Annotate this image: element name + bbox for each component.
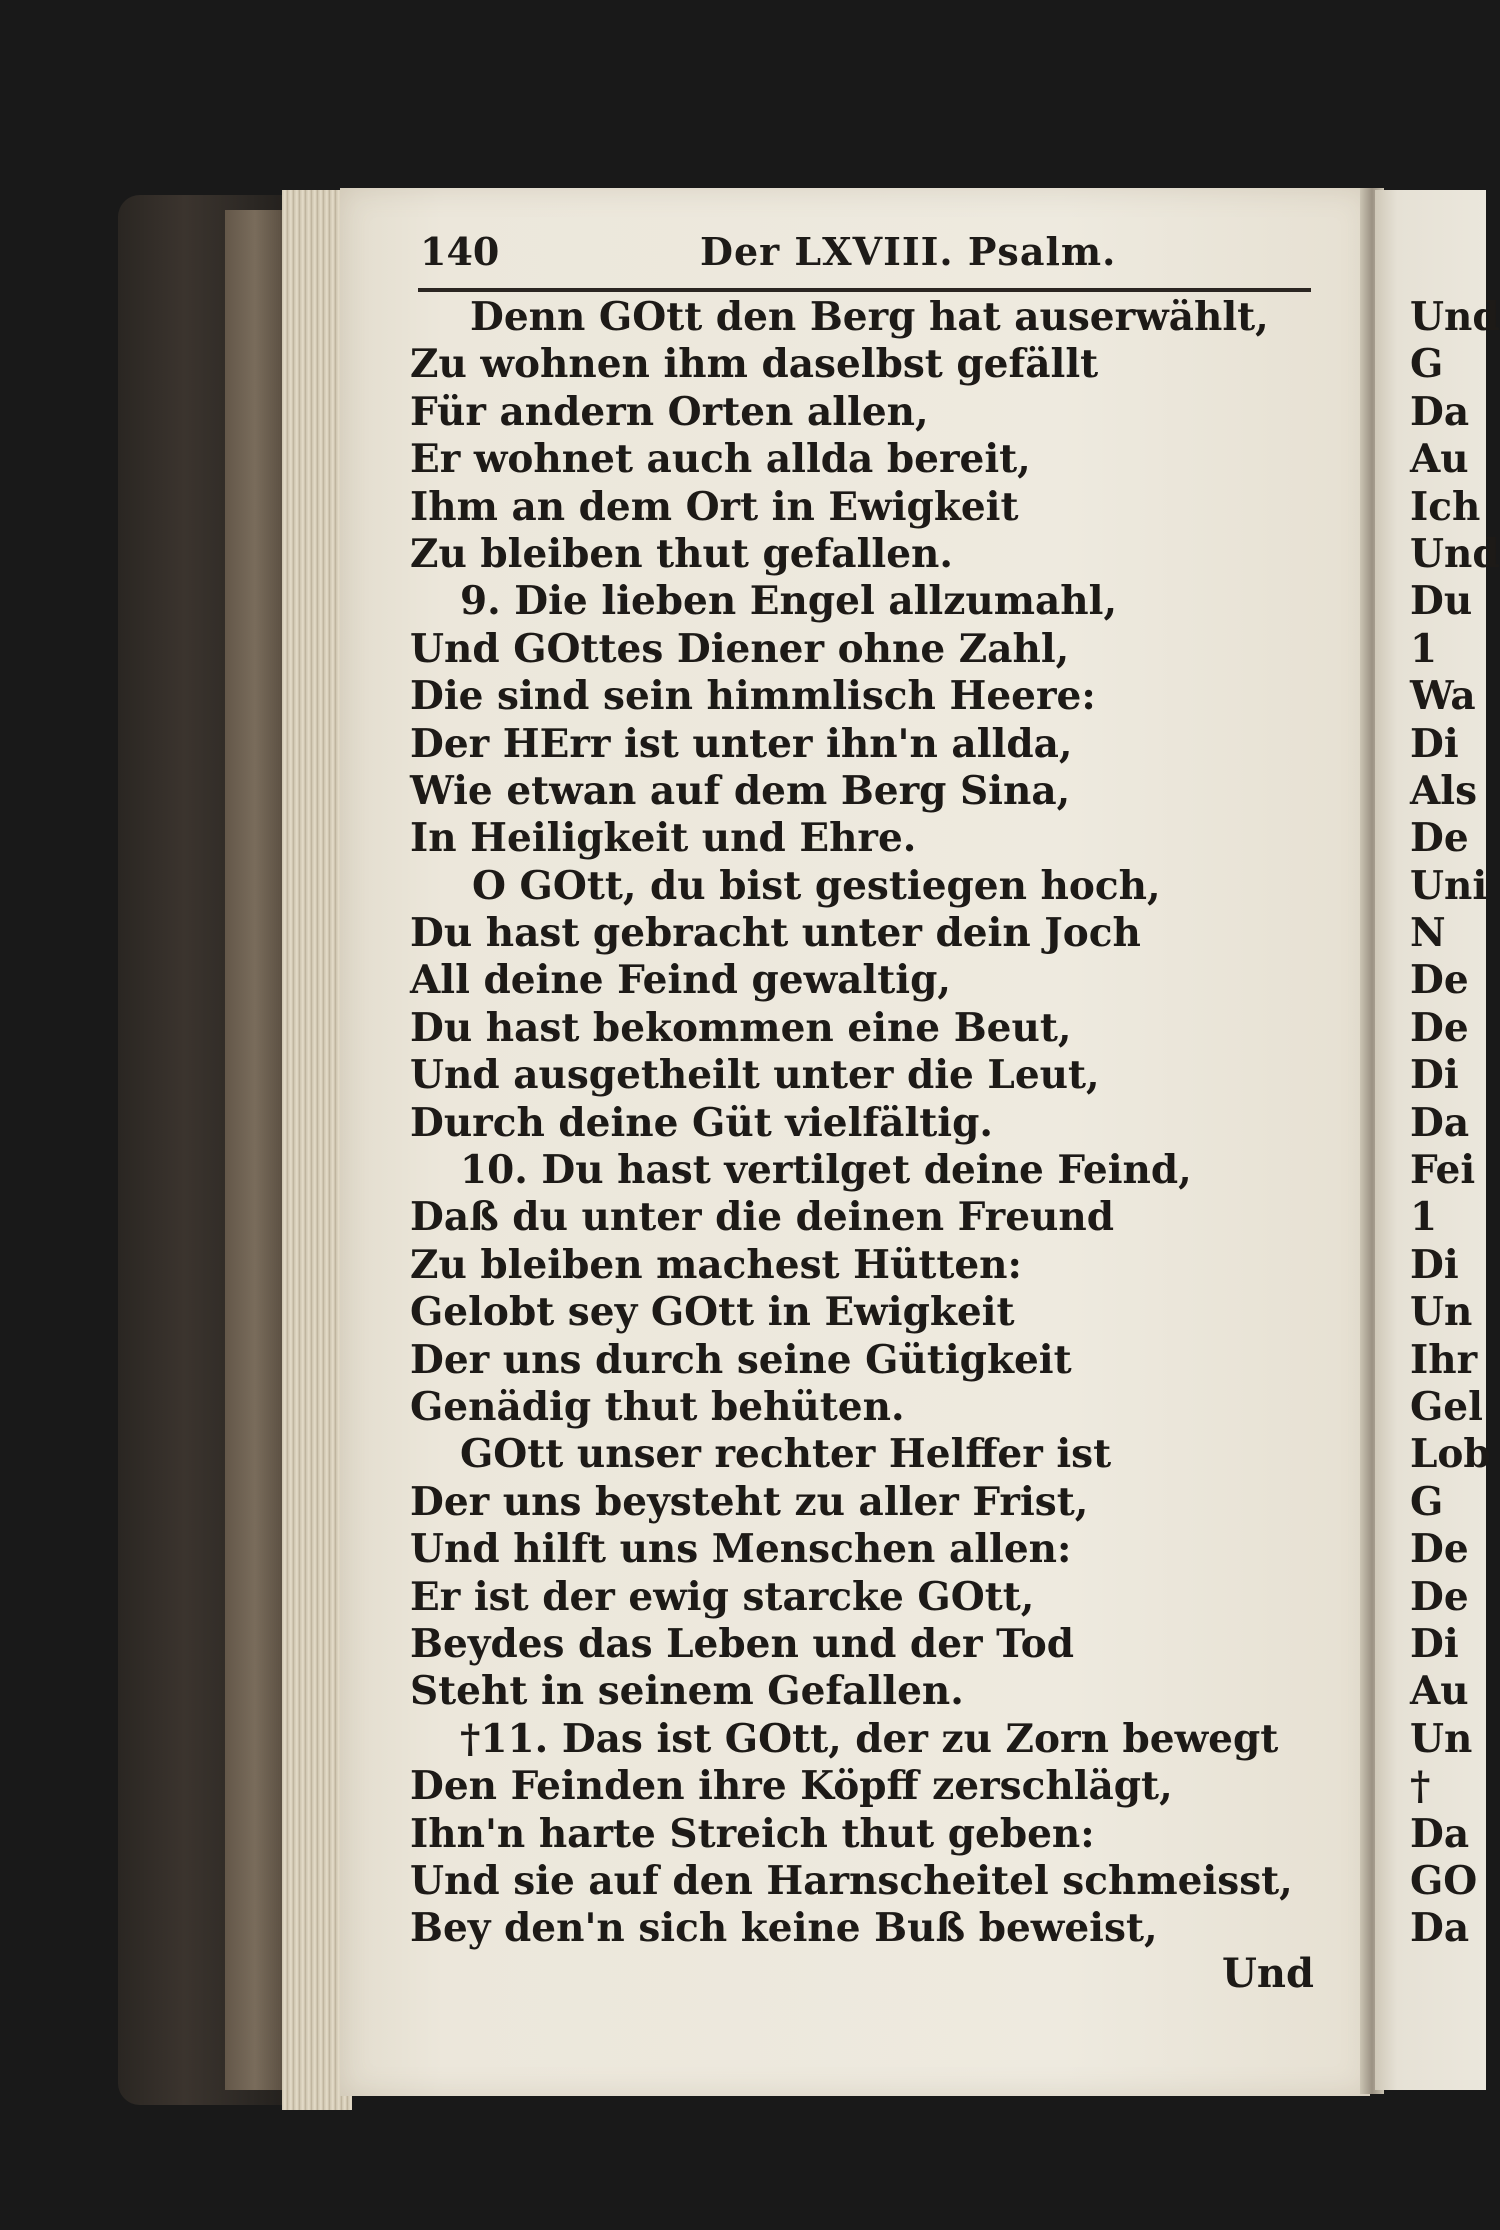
next-page-line: Di <box>1410 1241 1459 1288</box>
text-line: Daß du unter die deinen Freund <box>410 1194 1114 1241</box>
text-line: All deine Feind gewaltig, <box>410 957 951 1004</box>
next-page-text <box>1410 294 1500 1953</box>
header-rule <box>418 288 1311 292</box>
next-page-line: Da <box>1410 1099 1470 1146</box>
next-page-line: Di <box>1410 1620 1459 1667</box>
text-line: Du hast gebracht unter dein Joch <box>410 910 1141 957</box>
running-title: Der LXVIII. Psalm. <box>700 229 1117 274</box>
text-line: 9. Die lieben Engel allzumahl, <box>460 578 1118 625</box>
next-page-line: 1 <box>1410 1194 1438 1241</box>
next-page-line: † <box>1410 1763 1431 1810</box>
next-page-line: Und <box>1410 530 1500 577</box>
text-line: Steht in seinem Gefallen. <box>410 1668 964 1715</box>
text-line: Der HErr ist unter ihn'n allda, <box>410 720 1073 767</box>
next-page-line: Ihr <box>1410 1336 1478 1383</box>
next-page-line: Un <box>1410 1289 1473 1336</box>
next-page-line: Da <box>1410 1810 1470 1857</box>
text-line: Und sie auf den Harnscheitel schmeisst, <box>410 1857 1293 1904</box>
text-line: Der uns durch seine Gütigkeit <box>410 1336 1072 1383</box>
text-line: Er ist der ewig starcke GOtt, <box>410 1573 1035 1620</box>
next-page-line: Ich <box>1410 483 1481 530</box>
next-page-line: 1 <box>1410 625 1438 672</box>
next-page-line: De <box>1410 1526 1469 1573</box>
text-line: 10. Du hast vertilget deine Feind, <box>460 1147 1192 1194</box>
text-line: Der uns beysteht zu aller Frist, <box>410 1478 1089 1525</box>
next-page-line: Als <box>1410 767 1478 814</box>
next-page-line: Da <box>1410 388 1470 435</box>
text-line: In Heiligkeit und Ehre. <box>410 815 917 862</box>
text-line: Zu wohnen ihm daselbst gefällt <box>410 341 1099 388</box>
text-line: Den Feinden ihre Köpff zerschlägt, <box>410 1763 1173 1810</box>
next-page-line: Gel <box>1410 1383 1483 1430</box>
text-line: Beydes das Leben und der Tod <box>410 1620 1074 1667</box>
text-line: Zu bleiben thut gefallen. <box>410 530 953 577</box>
text-line: Er wohnet auch allda bereit, <box>410 436 1031 483</box>
text-line: Du hast bekommen eine Beut, <box>410 1004 1072 1051</box>
text-line: O GOtt, du bist gestiegen hoch, <box>472 862 1161 909</box>
text-line: Ihn'n harte Streich thut geben: <box>410 1810 1095 1857</box>
next-page-line: Da <box>1410 1905 1470 1952</box>
next-page-line: De <box>1410 957 1469 1004</box>
text-line: Wie etwan auf dem Berg Sina, <box>410 767 1071 814</box>
next-page-line: GO <box>1410 1857 1478 1904</box>
text-line: Ihm an dem Ort in Ewigkeit <box>410 483 1019 530</box>
text-line: Bey den'n sich keine Buß beweist, <box>410 1905 1158 1952</box>
text-line: Und ausgetheilt unter die Leut, <box>410 1052 1100 1099</box>
text-line: Zu bleiben machest Hütten: <box>410 1241 1022 1288</box>
text-line: Genädig thut behüten. <box>410 1383 905 1430</box>
next-page-line: Di <box>1410 720 1459 767</box>
text-line: GOtt unser rechter Helffer ist <box>460 1431 1112 1478</box>
text-line: Durch deine Güt vielfältig. <box>410 1099 993 1146</box>
next-page-line: G <box>1410 341 1444 388</box>
next-page-line: Wa <box>1410 673 1476 720</box>
page-header <box>420 225 1310 287</box>
next-page-line: Au <box>1410 436 1469 483</box>
next-page-line: Uni <box>1410 862 1488 909</box>
catchword: Und <box>1222 1950 1314 1997</box>
next-page-line: N <box>1410 910 1446 957</box>
next-page-line: Fei <box>1410 1147 1476 1194</box>
next-page-line: Au <box>1410 1668 1469 1715</box>
page-number: 140 <box>420 229 500 274</box>
next-page-line: Du <box>1410 578 1473 625</box>
next-page-line: Und <box>1410 294 1500 340</box>
next-page-line: De <box>1410 1573 1469 1620</box>
text-line: Gelobt sey GOtt in Ewigkeit <box>410 1289 1015 1336</box>
next-page-line: De <box>1410 1004 1469 1051</box>
text-line: †11. Das ist GOtt, der zu Zorn bewegt <box>460 1715 1279 1762</box>
text-line: Die sind sein himmlisch Heere: <box>410 673 1096 720</box>
text-line: Und GOttes Diener ohne Zahl, <box>410 625 1070 672</box>
text-line: Denn GOtt den Berg hat auserwählt, <box>470 294 1269 340</box>
next-page-line: De <box>1410 815 1469 862</box>
next-page-line: Di <box>1410 1052 1459 1099</box>
text-line: Für andern Orten allen, <box>410 388 929 435</box>
next-page-line: Un <box>1410 1715 1473 1762</box>
next-page-line: G <box>1410 1478 1444 1525</box>
psalm-text <box>410 294 1310 1953</box>
next-page-line: Lob <box>1410 1431 1491 1478</box>
text-line: Und hilft uns Menschen allen: <box>410 1526 1072 1573</box>
